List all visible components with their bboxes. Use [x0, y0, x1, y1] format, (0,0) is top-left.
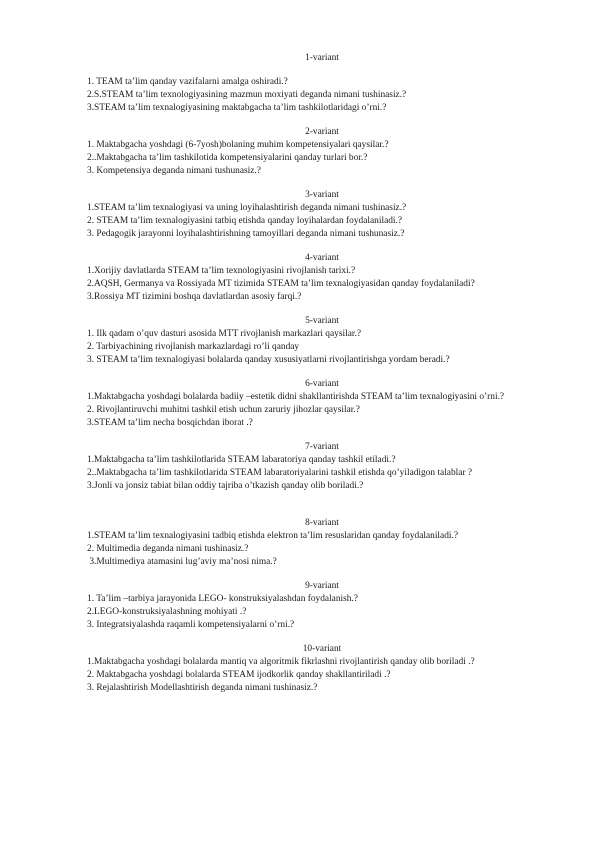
question: 2.S.STEAM ta’lim texnologiyasining mazmun moxiyati deganda nimani tushinasiz.?: [87, 90, 407, 100]
question: 2..Maktabgacha ta’lim tashkilotida kompetensiyalarini qanday turlari bor.?: [87, 153, 368, 163]
variant-9: [87, 580, 557, 632]
question: 3.Multimediya atamasini lug’aviy ma’nosi nima.?: [87, 557, 277, 567]
question: 1.Maktabgacha yoshdagi bolalarda mantiq va algoritmik fikrlashni rivojlantirish qanday olib boriladi .?: [87, 657, 475, 667]
variant-7: [87, 441, 557, 493]
question: 3. Pedagogik jarayonni loyihalashtirishning tamoyillari deganda nimani tushunasiz.?: [87, 229, 405, 239]
question: 3.STEAM ta’lim necha bosqichdan iborat .?: [87, 418, 253, 428]
question: 2. Multimedia deganda nimani tushinasiz.?: [87, 544, 249, 554]
question: 1.STEAM ta’lim texnalogiyasi va uning loyihalashtirish deganda nimani tushinasiz.?: [87, 203, 407, 213]
question: 2.AQSH, Germanya va Rossiyada MT tizimida STEAM ta’lim texnalogiyasidan qanday foydalaniladi?: [87, 279, 475, 289]
question: 2. Tarbiyachining rivojlanish markazlardagi ro’li qanday: [87, 342, 300, 352]
question: 2. STEAM ta’lim texnalogiyasini tatbiq etishda qanday loyihalardan foydalaniladi.?: [87, 216, 403, 226]
question: 2.LEGO-konstruksiyalashning mohiyati .?: [87, 607, 247, 617]
variant-3: [87, 189, 557, 241]
variant-8: [87, 517, 557, 569]
question: 3.Rossiya MT tizimini boshqa davlatlardan asosiy farqi.?: [87, 292, 302, 302]
question: 3.Jonli va jonsiz tabiat bilan oddiy tajriba o’tkazish qanday olib boriladi.?: [87, 481, 364, 491]
variant-title: 4-variant: [305, 253, 339, 263]
variant-title: 10-variant: [302, 644, 342, 654]
question: 3. Integratsiyalashda raqamli kompetensiyalarni o’rni.?: [87, 620, 295, 630]
variant-title: 8-variant: [305, 518, 339, 528]
variant-10: [87, 643, 557, 695]
variant-4: [87, 252, 557, 304]
variant-title: 2-variant: [305, 127, 339, 137]
question: 1. Ilk qadam o’quv dasturi asosida MTT rivojlanish markazlari qaysilar.?: [87, 329, 361, 339]
question: 1. TEAM ta’lim qanday vazifalarni amalga oshiradi.?: [87, 77, 288, 87]
variant-title: 3-variant: [305, 190, 339, 200]
question: 1.Xorijiy davlatlarda STEAM ta’lim texnologiyasini rivojlanish tarixi.?: [87, 266, 356, 276]
variant-1: [87, 52, 557, 115]
question: 1.STEAM ta’lim texnalogiyasini tadbiq etishda elektron ta’lim resuslaridan qanday foydalaniladi.?: [87, 531, 458, 541]
question: 2..Maktabgacha ta’lim tashkilotlarida STEAM labaratoriyalarini tashkil etishda qo’yiladigon talablar ?: [87, 468, 473, 478]
variant-6: [87, 378, 557, 430]
variant-title: 5-variant: [305, 316, 339, 326]
question: 1.Maktabgacha ta’lim tashkilotlarida STEAM labaratoriya qanday tashkil etiladi.?: [87, 455, 396, 465]
variant-title: 1-variant: [305, 53, 339, 63]
document-content: [87, 52, 557, 695]
question: 3. STEAM ta’lim texnalogiyasi bolalarda qanday xususiyatlarni rivojlantirishga yordam beradi.?: [87, 355, 450, 365]
variant-title: 6-variant: [305, 379, 339, 389]
question: 1. Ta’lim –tarbiya jarayonida LEGO- konstruksiyalashdan foydalanish.?: [87, 594, 358, 604]
variant-5: [87, 315, 557, 367]
question: 1.Maktabgacha yoshdagi bolalarda badiiy –estetik didni shakllantirishda STEAM ta’lim texnalogiyasini o’rni.?: [87, 392, 505, 402]
variant-title: 7-variant: [305, 442, 339, 452]
variant-title: 9-variant: [305, 581, 339, 591]
question: 2. Rivojlantiruvchi muhitni tashkil etish uchun zaruriy jihozlar qaysilar.?: [87, 405, 360, 415]
question: 3.STEAM ta’lim texnalogiyasining maktabgacha ta’lim tashkilotlaridagi o’rni.?: [87, 103, 387, 113]
question: 1. Maktabgacha yoshdagi (6-7yosh)bolaning muhim kompetensiyalari qaysilar.?: [87, 140, 389, 150]
question: 2. Maktabgacha yoshdagi bolalarda STEAM ijodkorlik qanday shakllantiriladi .?: [87, 670, 391, 680]
question: 3. Kompetensiya deganda nimani tushunasiz.?: [87, 166, 261, 176]
variant-2: [87, 126, 557, 178]
question: 3. Rejalashtirish Modellashtirish deganda nimani tushinasiz.?: [87, 683, 318, 693]
